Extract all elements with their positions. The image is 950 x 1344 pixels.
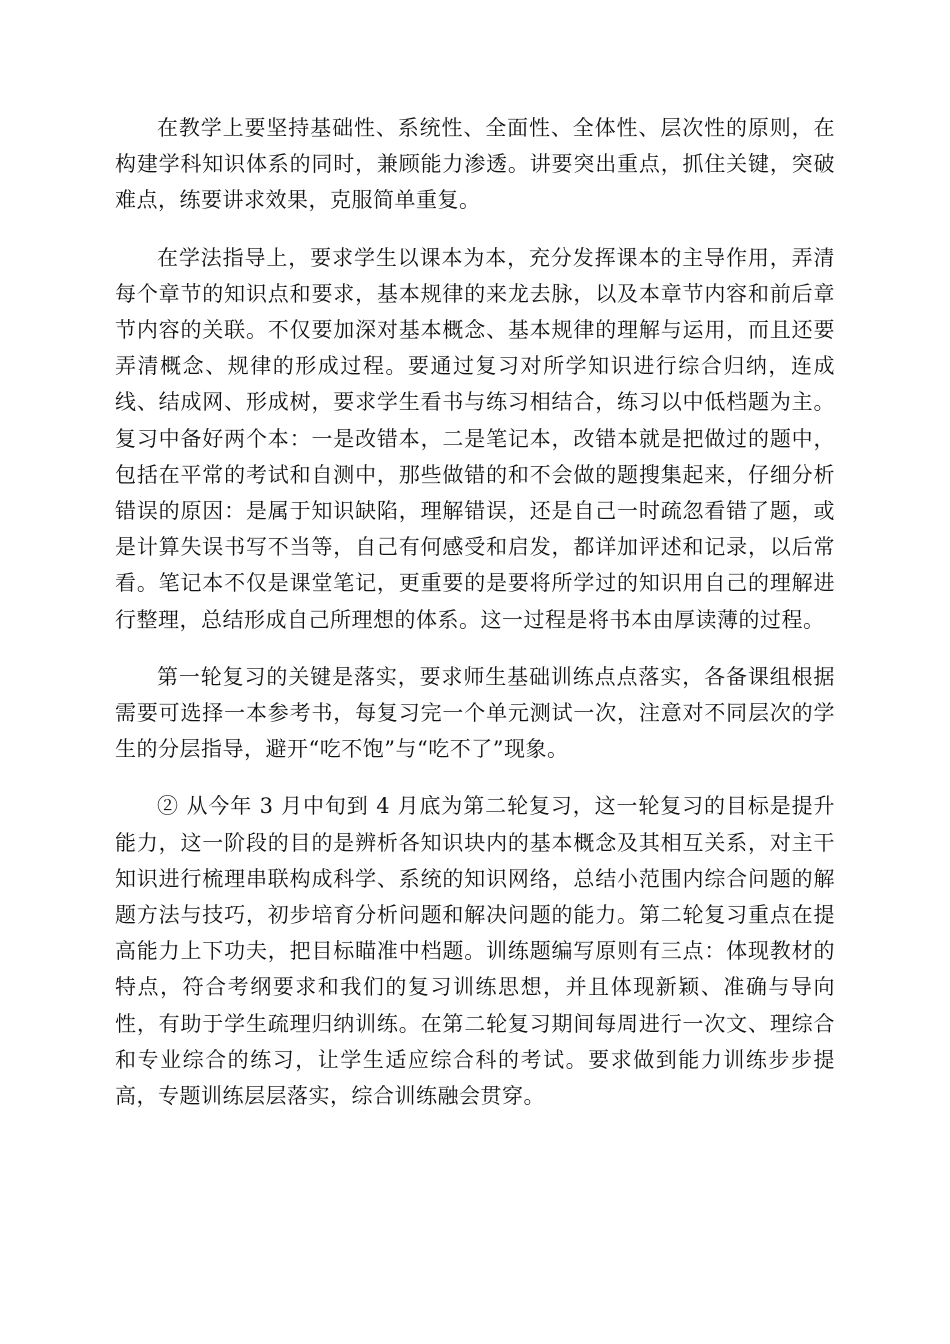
paragraph-study-guidance: 在学法指导上，要求学生以课本为本，充分发挥课本的主导作用，弄清每个章节的知识点和要求，基本规律的来龙去脉，以及本章节内容和前后章节内容的关联。不仅要加深对基本概念、基本规律的理解与运用，而且还要弄清概念、规律的形成过程。要通过复习对所学知识进行综合归纳，连成线、结成网、形成树，要求学生看书与练习相结合，练习以中低档题为主。复习中备好两个本：一是改错本，二是笔记本，改错本就是把做过的题中，包括在平常的考试和自测中，那些做错的和不会做的题搜集起来，仔细分析错误的原因：是属于知识缺陷，理解错误，还是自己一时疏忽看错了题，或是计算失误书写不当等，自己有何感受和启发，都详加评述和记录，以后常看。笔记本不仅是课堂笔记，更重要的是要将所学过的知识用自己的理解进行整理，总结形成自己所理想的体系。这一过程是将书本由厚读薄的过程。 (115, 245, 835, 632)
paragraph-second-round-review: ② 从今年 3 月中旬到 4 月底为第二轮复习，这一轮复习的目标是提升能力，这一阶段的目的是辨析各知识块内的基本概念及其相互关系，对主干知识进行梳理串联构成科学、系统的知识网络，总结小范围内综合问题的解题方法与技巧，初步培育分析问题和解决问题的能力。第二轮复习重点在提高能力上下功夫，把目标瞄准中档题。训练题编写原则有三点：体现教材的特点，符合考纲要求和我们的复习训练思想，并且体现新颖、准确与导向性，有助于学生疏理归纳训练。在第二轮复习期间每周进行一次文、理综合和专业综合的练习，让学生适应综合科的考试。要求做到能力训练步步提高，专题训练层层落实，综合训练融会贯穿。 (115, 794, 835, 1109)
paragraph-first-round-review: 第一轮复习的关键是落实，要求师生基础训练点点落实，各备课组根据需要可选择一本参考书，每复习完一个单元测试一次，注意对不同层次的学生的分层指导，避开“吃不饱”与“吃不了”现象。 (115, 664, 835, 762)
paragraph-teaching-principles: 在教学上要坚持基础性、系统性、全面性、全体性、层次性的原则，在构建学科知识体系的同时，兼顾能力渗透。讲要突出重点，抓住关键，突破难点，练要讲求效果，克服简单重复。 (115, 116, 835, 213)
document-body (115, 110, 835, 1135)
